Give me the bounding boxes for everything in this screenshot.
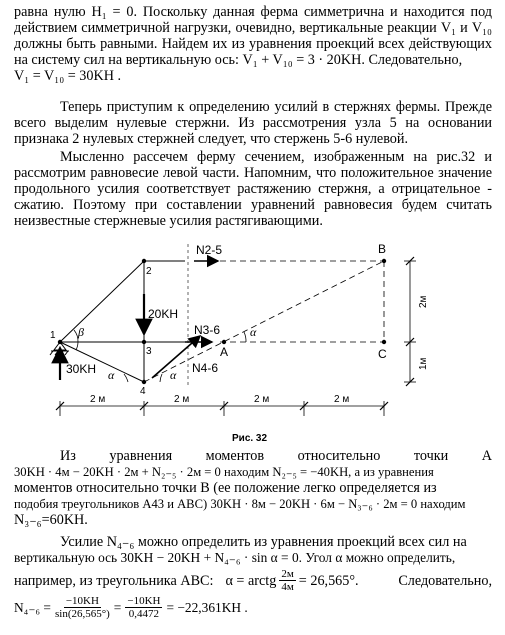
label-node-2: 2 <box>146 266 152 277</box>
node-4 <box>142 380 146 384</box>
n46-final-formula: N₄₋₆ = $\frac{-10KH}{\sin(26,565^\circ)}$ = $\frac{-10KH}{0,4472}$ = −22,361KH . <box>14 595 248 620</box>
label-alpha-right: α <box>170 368 177 382</box>
dim-vertical-2m: 2м <box>418 295 429 308</box>
node-2 <box>142 259 146 263</box>
label-alpha-a: α <box>250 325 257 339</box>
moments-line-5: N₃₋₆=60KH. <box>14 512 88 528</box>
moments-line-4: подобия треугольников A43 и ABC) 30KH · 8м − 20KH · 6м − N₃₋₆ · 2м = 0 находим <box>14 497 466 511</box>
n46-line-2: вертикальную ось 30KH − 20KH + N₄₋₆ · sin α = 0. Угол α можно определить, <box>14 550 456 565</box>
label-n36: N3-6 <box>194 323 221 337</box>
figure-caption: Рис. 32 <box>232 433 268 444</box>
label-point-c: C <box>378 347 387 361</box>
truss-figure <box>0 236 505 446</box>
moments-line-3: моментов относительно точки B (ее положение легко определяется из <box>14 480 437 496</box>
paragraph-zero-bars: Теперь приступим к определению усилий в стержнях фермы. Прежде всего выделим нулевые стержни. Из рассмотрения узла 5 на основании признака 2 нулевых стержней следует, что стержень 5-6 нулевой. <box>14 99 492 147</box>
label-point-a: A <box>220 345 229 359</box>
point-b <box>382 259 386 263</box>
n46-line-3: например, из треугольника ABC: α = arctg 2м 4м = 26,565°. Следовательно, <box>14 568 492 593</box>
node-3 <box>142 340 146 344</box>
dim-seg-3: 2 м <box>254 394 270 405</box>
label-load: 20KH <box>148 307 179 321</box>
construction-lines <box>144 261 384 382</box>
label-node-4: 4 <box>140 386 146 397</box>
label-n25: N2-5 <box>196 243 223 257</box>
member-1-2 <box>60 261 144 342</box>
dim-vertical-1m: 1м <box>418 357 429 370</box>
reactions-formula: V₁ = V₁₀ = 30KH . <box>14 68 122 84</box>
label-node-3: 3 <box>146 346 152 357</box>
point-c <box>382 340 386 344</box>
dimension-lines <box>60 261 416 416</box>
label-node-1: 1 <box>50 330 56 341</box>
moments-line-1: Из уравнения моментов относительно точки A <box>60 448 492 464</box>
truss-nodes <box>58 259 386 384</box>
label-beta: β <box>78 325 84 339</box>
label-point-b: B <box>378 242 387 256</box>
n46-line-1: Усилие N₄₋₆ можно определить из уравнения проекций всех сил на <box>60 534 467 550</box>
paragraph-moments <box>14 448 492 528</box>
dim-seg-2: 2 м <box>174 394 190 405</box>
dim-seg-4: 2 м <box>334 394 350 405</box>
paragraph-n46 <box>14 534 492 620</box>
moments-line-2: 30KH · 4м − 20KH · 2м + N₂₋₅ · 2м = 0 находим N₂₋₅ = −40KH, а из уравнения <box>14 465 434 479</box>
paragraph-reactions: равна нулю H₁ = 0. Поскольку данная ферма симметрична и находится под действием симметричной нагрузки, очевидно, вертикальные реакции V₁ и V₁₀ должны быть равными. Найдем их из уравнения проекций всех действующих на систему сил на вертикальную ось: V₁ + V₁₀ = 3 · 20KH. Следовательно, V₁ = V₁₀ = 30KH . <box>14 4 492 84</box>
label-reaction: 30KH <box>66 362 97 376</box>
point-a <box>222 340 226 344</box>
node-1 <box>58 340 62 344</box>
dim-seg-1: 2 м <box>90 394 106 405</box>
label-alpha-left: α <box>108 368 115 382</box>
paragraph-section: Мысленно рассечем ферму сечением, изображенным на рис.32 и рассмотрим равновесие левой части. Напомним, что положительное значение продольного усилия соответствует растяжению стержня, а отрицательное - сжатию. Поэтому при составлении уравнений равновесия будем считать неизвестные стержневые усилия растягивающими. <box>14 149 492 229</box>
label-n46: N4-6 <box>192 361 219 375</box>
